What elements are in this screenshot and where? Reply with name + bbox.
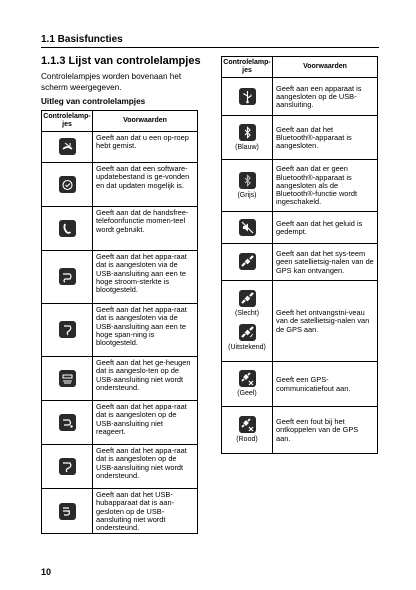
condition-cell: Geeft een fout bij het ontkoppelen van de GPS aan. xyxy=(273,407,378,454)
software-update-icon xyxy=(59,176,76,193)
indicator-cell xyxy=(42,163,93,207)
condition-cell: Geeft aan dat de handsfree-telefoonfunctie momen-teel wordt gebruikt. xyxy=(93,207,198,251)
usb-hub-icon xyxy=(59,503,76,520)
indicator-caption: (Geel) xyxy=(237,390,257,397)
indicator-cell xyxy=(222,160,273,212)
indicator-cell xyxy=(42,132,93,163)
table-row xyxy=(42,251,198,304)
usb-icon xyxy=(239,88,256,105)
condition-cell: Geeft aan een apparaat is aangesloten op de USB-aansluiting. xyxy=(273,78,378,116)
usb-memory-full-icon xyxy=(59,370,76,387)
condition-cell: Geeft het ontvangstni-veau van de satellietsig-nalen van de GPS aan. xyxy=(273,281,378,362)
condition-cell: Geeft aan dat het ge-heugen dat is aangeslo-ten op de USB-aansluiting niet wordt ondersteund. xyxy=(93,357,198,401)
table-row xyxy=(222,281,378,362)
satellite-weak-icon xyxy=(239,290,256,307)
missed-call-icon xyxy=(59,138,76,155)
condition-cell: Geeft aan dat het USB-hubapparaat dat is aan-gesloten op de USB-aansluiting niet wordt ondersteund. xyxy=(93,489,198,534)
indicator-cell xyxy=(222,78,273,116)
header-rule xyxy=(41,47,379,48)
section-title: 1.1.3 Lijst van controlelampjes xyxy=(41,55,201,67)
usb-unsupported-icon xyxy=(59,458,76,475)
indicator-cell xyxy=(42,445,93,489)
column-header-indicator: Controlelamp-jes xyxy=(42,111,93,132)
condition-cell: Geeft een GPS-communicatiefout aan. xyxy=(273,362,378,407)
indicator-cell xyxy=(42,489,93,534)
condition-cell: Geeft aan dat het Bluetooth®-apparaat is aangesloten. xyxy=(273,116,378,160)
indicator-cell xyxy=(222,362,273,407)
table-row xyxy=(222,212,378,244)
gps-disconnect-error-icon xyxy=(239,416,256,433)
condition-cell: Geeft aan dat het appa-raat dat is aangesloten op de USB-aansluiting niet reageert. xyxy=(93,401,198,445)
condition-cell: Geeft aan dat het sys-teem geen satellietsig-nalen van de GPS kan ontvangen. xyxy=(273,244,378,281)
bluetooth-icon xyxy=(239,124,256,141)
condition-cell: Geeft aan dat het appa-raat dat is aangesloten via de USB-aansluiting aan een te hoge stroom-sterkte is blootgesteld. xyxy=(93,251,198,304)
indicator-cell xyxy=(42,251,93,304)
table-row xyxy=(42,357,198,401)
indicator-caption: (Rood) xyxy=(236,436,258,443)
usb-not-responding-icon xyxy=(59,414,76,431)
indicator-cell xyxy=(42,357,93,401)
table-row xyxy=(222,244,378,281)
indicator-caption: (Slecht) xyxy=(234,310,260,317)
column-header-indicator: Controlelamp-jes xyxy=(222,57,273,78)
table-row xyxy=(222,116,378,160)
condition-cell: Geeft aan dat het appa-raat dat is aangesloten op de USB-aansluiting niet wordt ondersteund. xyxy=(93,445,198,489)
indicator-cell xyxy=(222,281,273,362)
indicator-table-right xyxy=(221,56,378,454)
indicator-caption: (Grijs) xyxy=(237,191,257,199)
indicator-cell xyxy=(42,304,93,357)
satellite-icon xyxy=(239,253,256,270)
column-header-conditions: Voorwaarden xyxy=(93,111,198,132)
table-row xyxy=(42,132,198,163)
indicator-cell xyxy=(222,116,273,160)
condition-cell: Geeft aan dat er geen Bluetooth®-apparaat is aangesloten als de Bluetooth®-functie wordt ingeschakeld. xyxy=(273,160,378,212)
phone-handset-icon xyxy=(59,220,76,237)
indicator-cell xyxy=(222,244,273,281)
condition-cell: Geeft aan dat het appa-raat dat is aangesloten via de USB-aansluiting aan een te hoge span-ning is blootgesteld. xyxy=(93,304,198,357)
intro-text: Controlelampjes worden bovenaan het scherm weergegeven. xyxy=(41,72,182,92)
table-row xyxy=(42,304,198,357)
running-header: 1.1 Basisfuncties xyxy=(41,34,123,45)
indicator-cell xyxy=(222,212,273,244)
usb-overcurrent-icon xyxy=(59,268,76,285)
table-subtitle: Uitleg van controlelampjes xyxy=(41,97,146,106)
table-row xyxy=(222,160,378,212)
table-row xyxy=(222,407,378,454)
page-number: 10 xyxy=(41,567,52,577)
indicator-cell xyxy=(222,407,273,454)
gps-error-icon xyxy=(239,370,256,387)
table-row xyxy=(222,362,378,407)
indicator-table-left xyxy=(41,110,198,534)
condition-cell: Geeft aan dat een software-updatebestand is ge-vonden en dat updaten mogelijk is. xyxy=(93,163,198,207)
table-row xyxy=(222,78,378,116)
indicator-cell xyxy=(42,207,93,251)
condition-cell: Geeft aan dat het geluid is gedempt. xyxy=(273,212,378,244)
bluetooth-gray-icon xyxy=(239,172,256,189)
table-row xyxy=(42,163,198,207)
table-row xyxy=(42,207,198,251)
table-row xyxy=(42,401,198,445)
satellite-excellent-icon xyxy=(239,324,256,341)
column-header-conditions: Voorwaarden xyxy=(273,57,378,78)
condition-cell: Geeft aan dat u een op-roep hebt gemist. xyxy=(93,132,198,163)
mute-icon xyxy=(239,219,256,236)
indicator-cell xyxy=(42,401,93,445)
usb-overvoltage-icon xyxy=(59,321,76,338)
table-row xyxy=(42,445,198,489)
table-row xyxy=(42,489,198,534)
indicator-caption: (Blauw) xyxy=(235,143,259,151)
indicator-caption: (Uitstekend) xyxy=(228,344,266,351)
